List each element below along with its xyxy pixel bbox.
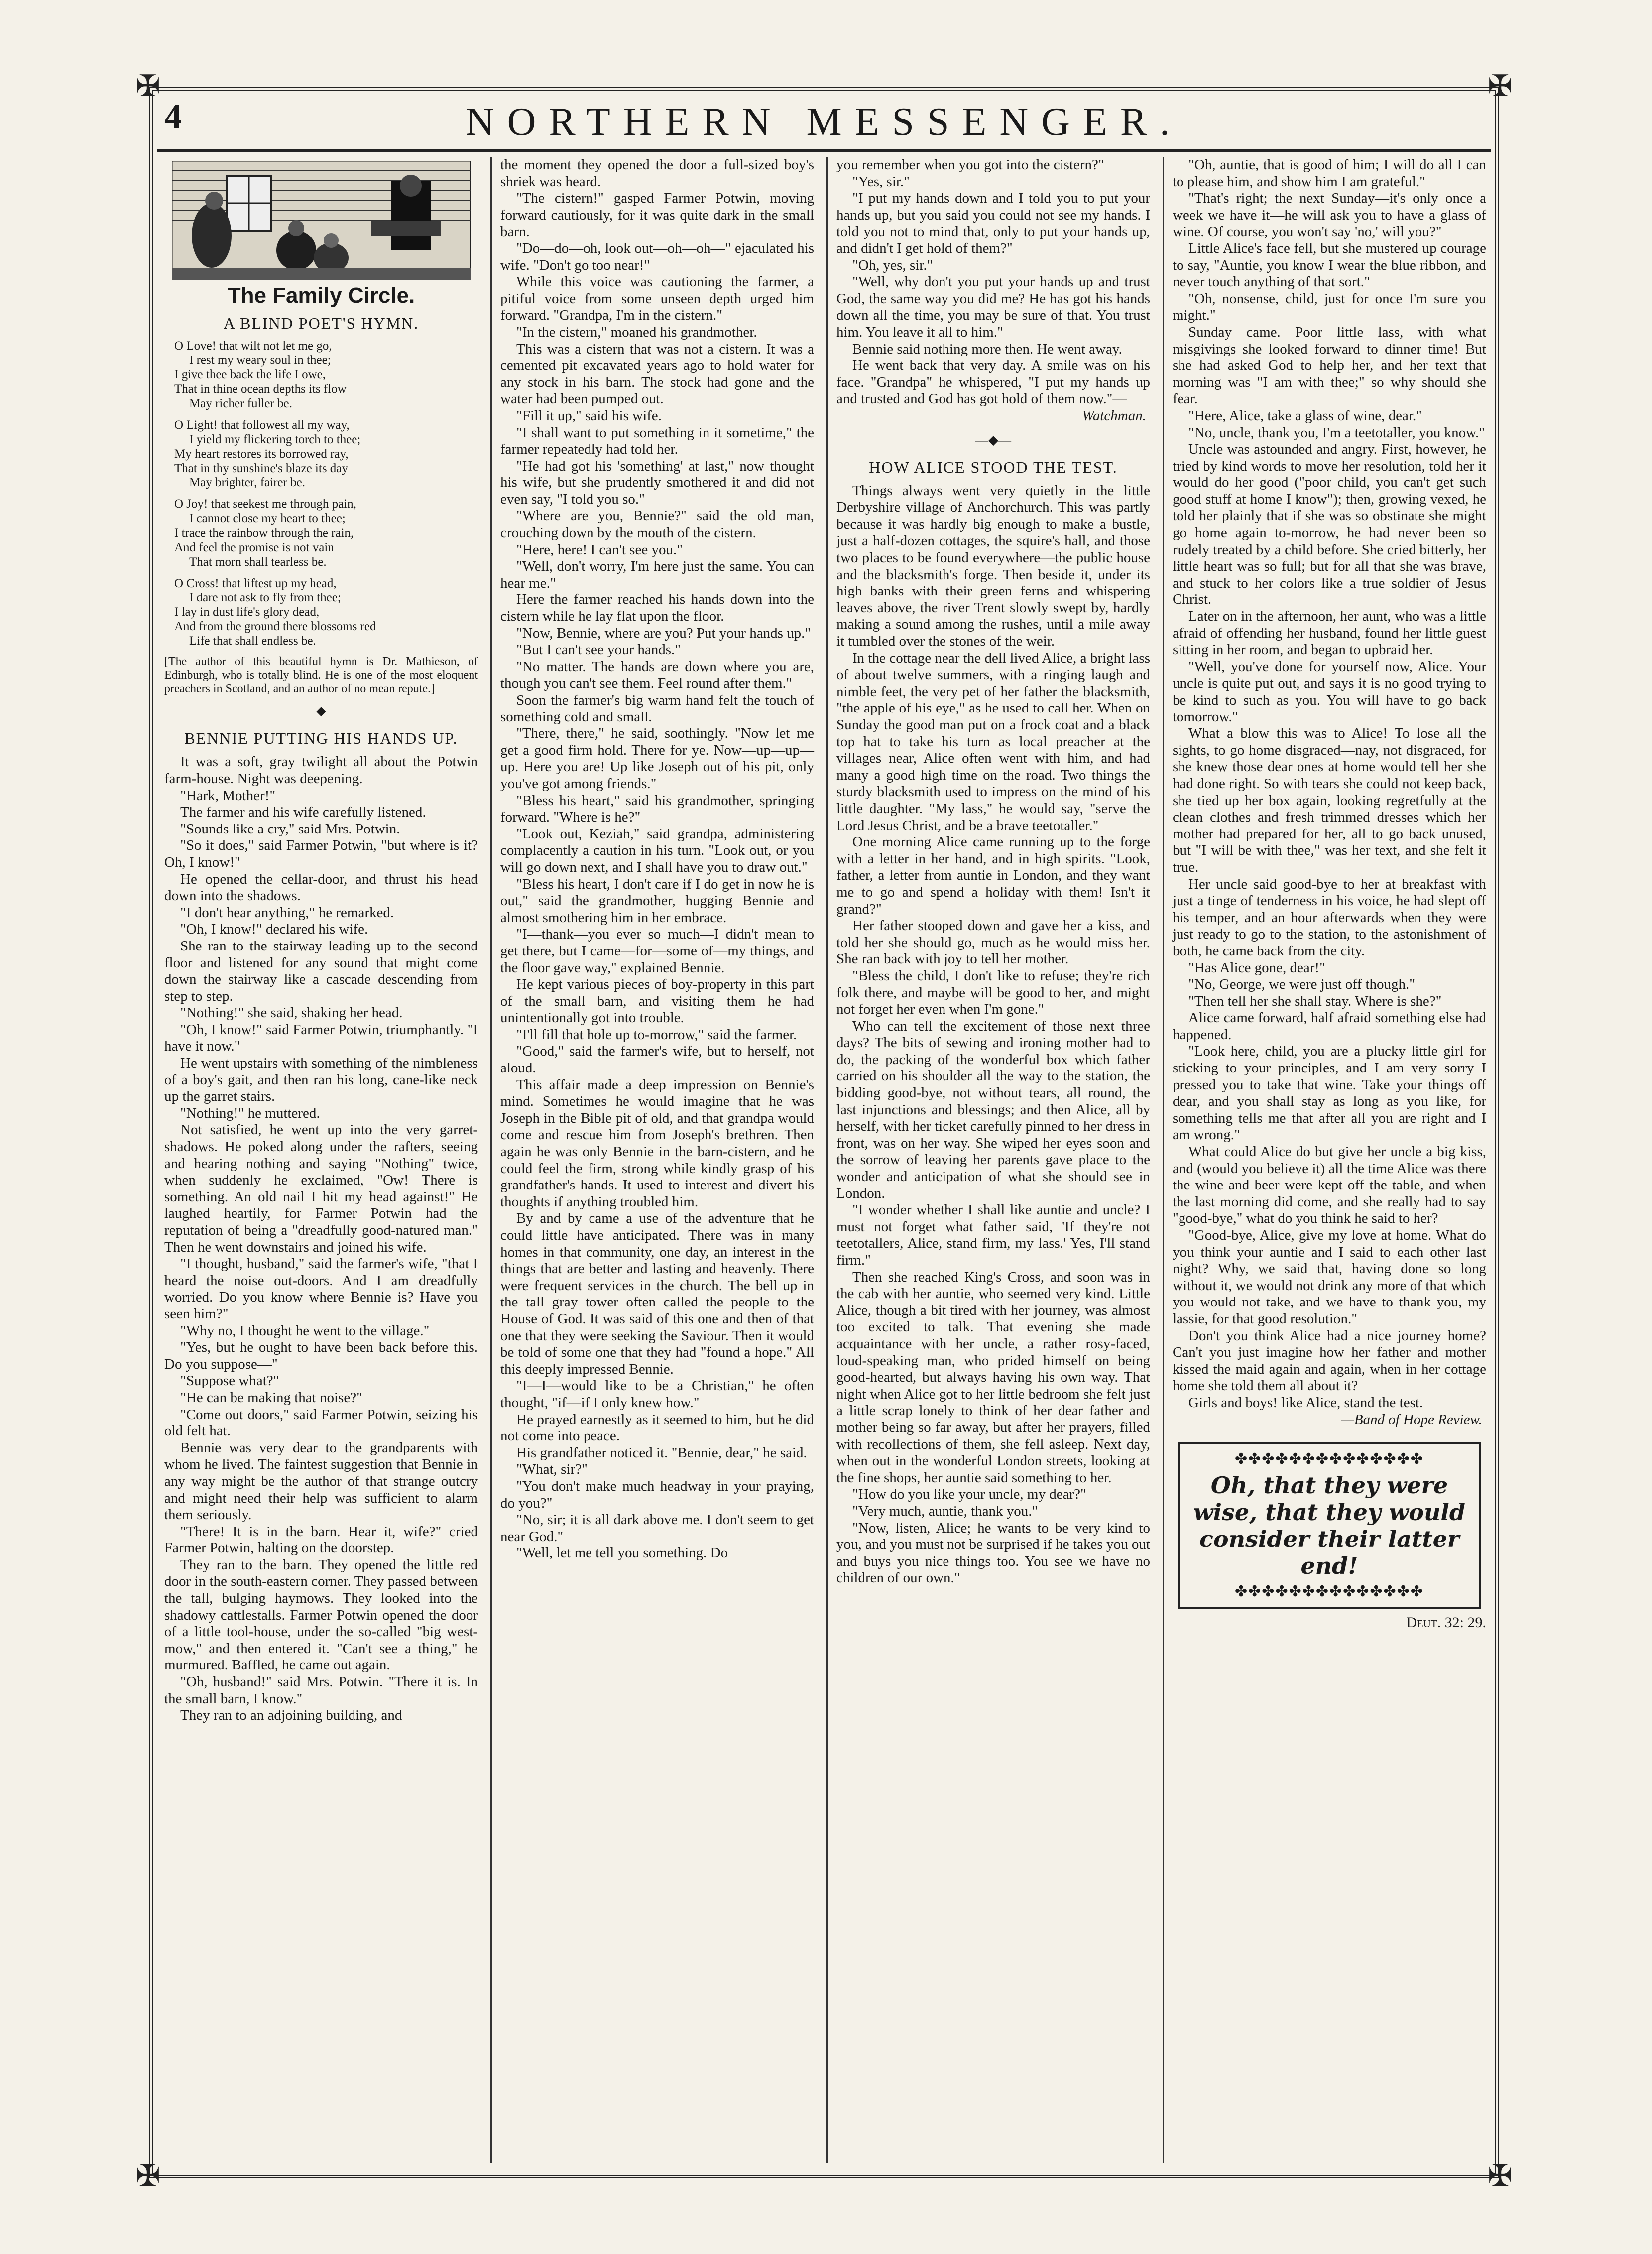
motto-line: wise, that they would [1193, 1499, 1466, 1526]
paragraph: "Well, don't worry, I'm here just the same. You can hear me." [500, 558, 814, 591]
paragraph: "Well, let me tell you something. Do [516, 1545, 728, 1561]
paragraph: He went upstairs with something of the nimbleness of a boy's gait, and then ran his long, cane-like neck up the garret stairs. [164, 1055, 478, 1105]
paragraph: "Look here, child, you are a plucky little girl for sticking to your principles, and I am very sorry I pressed you to take that wine. Take your things off dear, and you shall stay as long as you like, for something tells me that after all you are right and I am wrong." [1173, 1043, 1486, 1143]
poem-line: That in thy sunshine's blaze its day [174, 462, 348, 475]
masthead-title: NORTHERN MESSENGER. [465, 100, 1183, 144]
paragraph: Soon the farmer's big warm hand felt the touch of something cold and small. [500, 692, 814, 725]
paragraph: "That's right; the next Sunday—it's only once a week we have it—he will ask you to have a glass of wine. Of course, you won't say 'no,' will you?" [1173, 190, 1486, 240]
paragraph: "I don't hear anything," he remarked. [180, 904, 394, 921]
column-divider [490, 157, 492, 2163]
paragraph: "How do you like your uncle, my dear?" [852, 1486, 1086, 1503]
section-divider: —◆— [303, 704, 339, 718]
paragraph: "I shall want to put something in it sometime," the farmer repeatedly had told her. [500, 424, 814, 458]
poem-line: I dare not ask to fly from thee; [189, 591, 341, 605]
scripture-motto [1188, 1472, 1470, 1579]
poem-line: I give thee back the life I owe, [174, 368, 326, 382]
paragraph: Bennie said nothing more then. He went away. [852, 341, 1122, 357]
poem-line: That morn shall tearless be. [189, 555, 327, 569]
paragraph: "Now, listen, Alice; he wants to be very kind to you, and you must not be surprised if he takes you out and buys you nice things too. You see we have no children of our own." [836, 1520, 1150, 1586]
paragraph: One morning Alice came running up to the forge with a letter in her hand, and in high spirits. "Look, father, a letter from auntie in London, and they want me to go and spend a holiday with them! Isn't it grand?" [836, 834, 1150, 917]
motto-line: consider their latter end! [1199, 1526, 1460, 1580]
poem-line: May richer fuller be. [189, 397, 292, 411]
paragraph: "Bless his heart, I don't care if I do get in now he is out," said the grandmother, hugging Bennie and almost smothering him in her embrace. [500, 876, 814, 926]
paragraph: "Oh, yes, sir." [852, 257, 933, 273]
poem-line: My heart restores its borrowed ray, [174, 447, 349, 461]
paragraph: "Good-bye, Alice, give my love at home. What do you think your auntie and I said to each other last night? Why, we said that, having done so long without it, we would not drink any more of that which you would not take, and we have to thank you, my lassie, for that good resolution." [1173, 1227, 1486, 1327]
poem-line: Life that shall endless be. [189, 634, 316, 648]
column-divider [826, 157, 828, 2163]
paragraph: "Do—do—oh, look out—oh—oh—" ejaculated his wife. "Don't go too near!" [500, 240, 814, 273]
corner-ornament: ✠ [135, 2159, 161, 2192]
scripture-reference: Deut. 32: 29. [1406, 1614, 1486, 1631]
corner-ornament: ✠ [1487, 2159, 1513, 2192]
paragraph: "Well, you've done for yourself now, Alice. Your uncle is quite put out, and says it is no good trying to be kind to such as you. You will have to go back tomorrow." [1173, 658, 1486, 725]
paragraph: Who can tell the excitement of those next three days? The bits of sewing and ironing mother had to do, the packing of the wonderful box which father carried on his shoulder all the way to the station, the bidding good-bye, not without tears, all round, the last injunctions and blessings; and then Alice, all by herself, with her ticket carefully pinned to her dress in front, was on her way. She wiped her eyes soon and the sorrow of leaving her parents gave place to the wonder and anticipation of what she should see in London. [836, 1018, 1150, 1201]
paragraph: In the cottage near the dell lived Alice, a bright lass of about twelve summers, with a ringing laugh and nimble feet, the very pet of her father the blacksmith, "the apple of his eye," as he used to call her. When on Sunday the good man put on a frock coat and a black top hat to take his turn as local preacher at the villages near, Alice often went with him, and had many a good high time on the road. Two things the sturdy blacksmith used to impress on the mind of his little daughter. "My lass," he would say, "serve the Lord Jesus Christ, and be a brave teetotaller." [836, 650, 1150, 833]
paragraph: Uncle was astounded and angry. First, however, he tried by kind words to move her resolution, told her it would do her good ("poor child, you can't get such good stuff at home I know"); then, growing vexed, he told her plainly that if she was so obstinate she might go home again to-morrow, he had never been so rudely treated by a child before. She cried bitterly, her little heart was so full; but for all that she was brave, and stuck to her colors like a true soldier of Jesus Christ. [1173, 441, 1486, 608]
paragraph: He prayed earnestly as it seemed to him, but he did not come into peace. [500, 1411, 814, 1444]
paragraph: the moment they opened the door a full-sized boy's shriek was heard. [500, 157, 814, 190]
paragraph: "Where are you, Bennie?" said the old man, crouching down by the mouth of the cistern. [500, 508, 814, 541]
paragraph: "I put my hands down and I told you to put your hands up, but you said you could not see my hands. I told you not to mind that, only to put your hands up, and didn't I get hold of them?" [836, 190, 1150, 256]
paragraph: "Oh, I know!" declared his wife. [180, 921, 368, 938]
paragraph: "Very much, auntie, thank you." [852, 1503, 1038, 1519]
paragraph: "Why no, I thought he went to the village." [180, 1322, 430, 1339]
paragraph: "Yes, but he ought to have been back before this. Do you suppose—" [164, 1339, 478, 1372]
paragraph: "You don't make much headway in your praying, do you?" [500, 1478, 814, 1511]
paragraph: "Sounds like a cry," said Mrs. Potwin. [180, 821, 400, 837]
paragraph: "Suppose what?" [180, 1373, 279, 1389]
column-3 [836, 157, 1150, 1587]
poem-line: O Light! that followest all my way, [174, 418, 350, 432]
poem-line: I trace the rainbow through the rain, [174, 526, 354, 540]
paragraph: "I wonder whether I shall like auntie and uncle? I must not forget what father said, 'If they're not teetotallers, Alice, stand firm, my lass.' Yes, I'll stand firm." [836, 1202, 1150, 1268]
column-2 [500, 157, 814, 1562]
paragraph: Bennie was very dear to the grandparents with whom he lived. The faintest suggestion that Bennie in any way might be the author of that strange outcry and might need their help was sufficient to alarm them seriously. [164, 1439, 478, 1523]
paragraph: This affair made a deep impression on Bennie's mind. Sometimes he would imagine that he was Joseph in the Bible pit of old, and that grandpa would come and rescue him from Joseph's brethren. Then again he was only Bennie in the barn-cistern, and he could feel the firm, strong while kindly grasp of his grandfather's hands. It used to interest and divert his thoughts if anything troubled him. [500, 1076, 814, 1210]
bennie-text-col3 [836, 157, 1150, 408]
paragraph: Sunday came. Poor little lass, with what misgivings she looked forward to dinner time! But she had asked God to help her, and her text that morning was "I am with thee;" so why should she fear. [1173, 324, 1486, 407]
poem-stanza [174, 418, 478, 490]
poem-line: And feel the promise is not vain [174, 541, 334, 555]
paragraph: "In the cistern," moaned his grandmother. [516, 324, 757, 340]
paragraph: "Here, Alice, take a glass of wine, dear." [1188, 407, 1422, 424]
family-circle-illustration [172, 161, 471, 280]
paragraph: While this voice was cautioning the farmer, a pitiful voice from some unseen depth urged him forward. "Grandpa, I'm in the cistern." [500, 274, 814, 324]
paragraph: What a blow this was to Alice! To lose all the sights, to go home disgraced—nay, not disgraced, for she knew those dear ones at home would tell her she had done right. So with tears she could not keep back, she tied up her box again, looking regretfully at the clean clothes and fresh trimmed dresses which her mother had prepared for her, all to go back unused, but "I will be with thee," was her text, and she felt it true. [1173, 725, 1486, 875]
paragraph: "Here, here! I can't see you." [516, 541, 683, 558]
paragraph: Here the farmer reached his hands down into the cistern while he lay flat upon the floor. [500, 592, 814, 625]
page-number: 4 [164, 98, 182, 136]
paragraph: His grandfather noticed it. "Bennie, dear," he said. [516, 1444, 807, 1461]
paragraph: "No matter. The hands are down where you are, though you can't see them. Feel round after them." [500, 658, 814, 692]
alice-title: HOW ALICE STOOD THE TEST. [869, 458, 1118, 476]
poem-line: I cannot close my heart to thee; [189, 512, 346, 526]
paragraph: "Bless the child, I don't like to refuse; they're rich folk there, and maybe will be good to her, and might not forget her even when I'm gone." [836, 967, 1150, 1018]
poem-line: And from the ground there blossoms red [174, 620, 376, 634]
corner-ornament: ✠ [1487, 70, 1513, 103]
paragraph: "No, George, we were just off though." [1188, 976, 1416, 993]
paragraph: "Yes, sir." [852, 173, 910, 190]
paragraph: "Oh, husband!" said Mrs. Potwin. "There it is. In the small barn, I know." [164, 1674, 478, 1707]
motto-line: Oh, that they were [1210, 1472, 1448, 1499]
paragraph: He went back that very day. A smile was on his face. "Grandpa" he whispered, "I put my hands up and trusted and God has got hold of them now."— [836, 357, 1150, 407]
poem-title: A BLIND POET'S HYMN. [223, 314, 419, 332]
paragraph: "Then tell her she shall stay. Where is she?" [1188, 993, 1442, 1009]
poem-line: O Joy! that seekest me through pain, [174, 497, 356, 511]
poem-line: That in thine ocean depths its flow [174, 382, 347, 396]
corner-ornament: ✠ [135, 70, 161, 103]
bennie-source: Watchman. [1082, 407, 1146, 424]
paragraph: "Has Alice gone, dear!" [1188, 959, 1325, 976]
poem-line: I lay in dust life's glory dead, [174, 605, 320, 619]
paragraph: The farmer and his wife carefully listened. [180, 804, 426, 821]
poem-stanza [174, 339, 478, 411]
poem-line: I yield my flickering torch to thee; [189, 433, 361, 447]
paragraph: "I—I—would like to be a Christian," he often thought, "if—if I only knew how." [500, 1378, 814, 1411]
poem-line: O Cross! that liftest up my head, [174, 577, 337, 591]
poem-stanza [174, 497, 478, 569]
paragraph: Her father stooped down and gave her a kiss, and told her she should go, much as he would miss her. She ran back with joy to tell her mother. [836, 918, 1150, 967]
paragraph: They ran to the barn. They opened the little red door in the south-eastern corner. They passed between the tall, bulging haymows. They looked into the shadowy cattlestalls. Farmer Potwin opened the door of a little tool-house, under the so-called "big west-mow," and then entered it. "Can't see a thing," he murmured. Baffled, he came out again. [164, 1556, 478, 1673]
paragraph: "Nothing!" she said, shaking her head. [180, 1005, 403, 1021]
column-divider [1163, 157, 1164, 2163]
paragraph: "He had got his 'something' at last," now thought his wife, but she prudently smothered it and did not even say, "I told you so." [500, 458, 814, 507]
paragraph: "There, there," he said, soothingly. "Now let me get a good firm hold. There for ye. Now—up—up—up. Here you are! Up like Joseph out of his pit, only you've got among friends." [500, 725, 814, 792]
paragraph: Not satisfied, he went up into the very garret-shadows. He poked along under the rafters, seeing and hearing nothing and saying "Nothing" twice, when suddenly he exclaimed, "Ow! There is something. An old nail I hit my head against!" He laughed heartily, for Farmer Potwin had the reputation of being a "dreadfully good-natured man." Then he went downstairs and joined his wife. [164, 1122, 478, 1255]
paragraph: "Nothing!" he muttered. [180, 1105, 320, 1121]
paragraph: Her uncle said good-bye to her at breakfast with just a tinge of tenderness in his voice, he had slept off his temper, and an hour afterwards when they were just ready to go to the station, to the astonishment of both, he came back from the city. [1173, 876, 1486, 959]
paragraph: By and by came a use of the adventure that he could little have anticipated. There was in many homes in that community, one day, an interest in the things that are better and lasting and heavenly. There were frequent services in the church. The bell up in the tall gray tower often called the people to the House of God. It was said of this one and then of that one that they were seeking the Saviour. Then it would be told of some one that they had "found a hope." All this deeply impressed Bennie. [500, 1210, 814, 1377]
paragraph: Then she reached King's Cross, and soon was in the cab with her auntie, who seemed very kind. Little Alice, though a bit tired with her journey, was almost too excited to talk. That evening she made acquaintance with her uncle, a rather rosy-faced, loud-speaking man, who prided himself on being good-hearted, but always having his own way. That night when Alice got to her little bedroom she felt just a little scrap lonely to think of her dear father and mother being so far away, but after her prayers, filled with recollections of them, she fell asleep. Next day, when out in the wonderful London streets, looking at the fine shops, her auntie said something to her. [836, 1269, 1150, 1486]
paragraph: "Oh, I know!" said Farmer Potwin, triumphantly. "I have it now." [164, 1021, 478, 1055]
paragraph: "The cistern!" gasped Farmer Potwin, moving forward cautiously, for it was quite dark in the small barn. [500, 190, 814, 240]
paragraph: This was a cistern that was not a cistern. It was a cemented pit excavated years ago to hold water for any stock in his barn. The stock had gone and the water had been pumped out. [500, 341, 814, 407]
poem-line: May brighter, fairer be. [189, 476, 305, 490]
paragraph: It was a soft, gray twilight all about the Potwin farm-house. Night was deepening. [164, 754, 478, 787]
paragraph: "He can be making that noise?" [180, 1389, 362, 1406]
paragraph: "Well, why don't you put your hands up and trust God, the same way you did me? He has got his hands down all the time, you may be sure of that. You trust him. You leave it all to him." [836, 274, 1150, 340]
paragraph: "So it does," said Farmer Potwin, "but where is it? Oh, I know!" [164, 837, 478, 870]
family-circle-caption: The Family Circle. [227, 283, 415, 308]
section-divider: —◆— [975, 432, 1011, 447]
paragraph: They ran to an adjoining building, and [180, 1707, 402, 1724]
paragraph: "Fill it up," said his wife. [516, 407, 662, 424]
poem-stanza [174, 576, 478, 648]
paragraph: "Now, Bennie, where are you? Put your hands up." [516, 625, 811, 641]
paragraph: Don't you think Alice had a nice journey home? Can't you just imagine how her father and mother kissed the maid again and again, when in her cottage home she told them all about it? [1173, 1327, 1486, 1394]
paragraph: "Oh, nonsense, child, just for once I'm sure you might." [1173, 290, 1486, 324]
paragraph: Little Alice's face fell, but she mustered up courage to say, "Auntie, you know I wear the blue ribbon, and never touch anything of that sort." [1173, 240, 1486, 290]
paragraph: "But I can't see your hands." [516, 642, 681, 658]
paragraph: Later on in the afternoon, her aunt, who was a little afraid of offending her husband, found her little guest sitting in her room, and began to upbraid her. [1173, 608, 1486, 658]
alice-text-col3 [836, 483, 1150, 1587]
paragraph: "Oh, auntie, that is good of him; I will do all I can to please him, and show him I am grateful." [1173, 157, 1486, 190]
poem-line: O Love! that wilt not let me go, [174, 339, 332, 353]
poem-body [174, 339, 478, 648]
column-1 [164, 157, 478, 1724]
paragraph: "Come out doors," said Farmer Potwin, seizing his old felt hat. [164, 1406, 478, 1439]
poem-note: [The author of this beautiful hymn is Dr. Mathieson, of Edinburgh, who is totally blind. He is one of the most eloquent preachers in Scotland, and an author of no mean repute.] [164, 655, 478, 696]
paragraph: Alice came forward, half afraid something else had happened. [1173, 1010, 1486, 1043]
paragraph: "Bless his heart," said his grandmother, springing forward. "Where is he?" [500, 792, 814, 826]
alice-text-col4 [1173, 157, 1486, 1412]
motto-border-ornament: ✤✤✤✤✤✤✤✤✤✤✤✤✤✤ [1235, 1451, 1424, 1468]
bennie-text-col2 [500, 157, 814, 1562]
paragraph: you remember when you got into the cistern?" [836, 157, 1104, 173]
paragraph: He opened the cellar-door, and thrust his head down into the shadows. [164, 871, 478, 904]
scripture-motto-box [1178, 1442, 1481, 1609]
paragraph: "No, uncle, thank you, I'm a teetotaller, you know." [1188, 424, 1485, 441]
paragraph: "Look out, Keziah," said grandpa, administering complacently a caution in his turn. "Look out, or you will go down next, and I shall have you to draw out." [500, 826, 814, 875]
alice-source: —Band of Hope Review. [1341, 1411, 1482, 1427]
bennie-title: BENNIE PUTTING HIS HANDS UP. [184, 729, 458, 747]
paragraph: "No, sir; it is all dark above me. I don't seem to get near God." [500, 1512, 814, 1544]
paragraph: What could Alice do but give her uncle a big kiss, and (would you believe it) all the time Alice was there the wine and beer were kept off the table, and when the last morning did come, and she really had to say "good-bye," what do you think he said to her? [1173, 1144, 1486, 1227]
paragraph: "What, sir?" [516, 1461, 588, 1478]
column-4 [1173, 157, 1486, 1631]
paragraph: Girls and boys! like Alice, stand the test. [1188, 1394, 1423, 1411]
paragraph: "Good," said the farmer's wife, but to herself, not aloud. [500, 1043, 814, 1076]
paragraph: He kept various pieces of boy-property in this part of the small barn, and visiting them he had unintentionally got into trouble. [500, 976, 814, 1026]
header-rule [157, 149, 1491, 152]
poem-line: I rest my weary soul in thee; [189, 354, 331, 367]
paragraph: "Hark, Mother!" [180, 787, 276, 804]
paragraph: She ran to the stairway leading up to the second floor and listened for any sound that might come down the stairway like a cascade descending from step to step. [164, 938, 478, 1004]
paragraph: "I thought, husband," said the farmer's wife, "that I heard the noise out-doors. And I am dreadfully worried. Do you know where Bennie is? Have you seen him?" [164, 1256, 478, 1322]
paragraph: "I—thank—you ever so much—I didn't mean to get there, but I came—for—some of—my things, and the floor gave way," explained Bennie. [500, 926, 814, 976]
paragraph: Things always went very quietly in the little Derbyshire village of Anchorchurch. This was partly because it was hardly big enough to make a bustle, just a half-dozen cottages, the squire's hall, and those two places to be found everywhere—the public house and the blacksmith's forge. Then beside it, under its high banks with their green ferns and whispering leaves above, the river Trent slowly swept by, hardly making a sound among the rushes, until a mile away it tumbled over the stones of the weir. [836, 482, 1150, 650]
bennie-text-col1 [164, 754, 478, 1724]
paragraph: "There! It is in the barn. Hear it, wife?" cried Farmer Potwin, halting on the doorstep. [164, 1523, 478, 1556]
paragraph: "I'll fill that hole up to-morrow," said the farmer. [516, 1026, 797, 1043]
motto-border-ornament: ✤✤✤✤✤✤✤✤✤✤✤✤✤✤ [1235, 1583, 1424, 1600]
